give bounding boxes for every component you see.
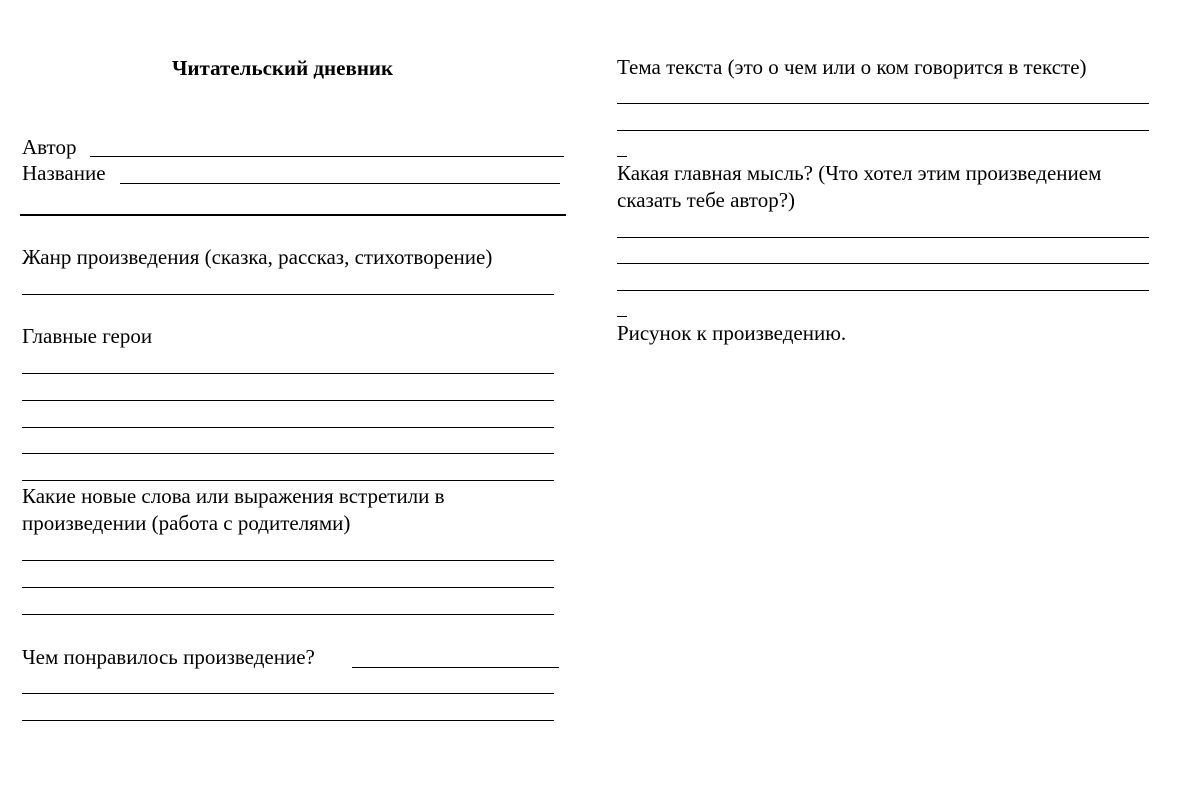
main-idea-input-line[interactable] xyxy=(617,237,1149,238)
new-words-input-line[interactable] xyxy=(22,560,554,561)
theme-input-line[interactable] xyxy=(617,103,1149,104)
genre-input-line[interactable] xyxy=(22,294,554,295)
new-words-input-line[interactable] xyxy=(22,587,554,588)
name-input-line-2[interactable] xyxy=(20,214,566,216)
author-input-line[interactable] xyxy=(90,156,564,157)
genre-label: Жанр произведения (сказка, рассказ, стихотворение) xyxy=(22,245,493,269)
main-idea-input-line[interactable] xyxy=(617,290,1149,291)
heroes-input-line[interactable] xyxy=(22,400,554,401)
liked-input-line-inline[interactable] xyxy=(352,667,559,668)
author-label: Автор xyxy=(22,135,77,159)
main-idea-label-line2: сказать тебе автор?) xyxy=(617,188,796,212)
main-idea-input-line-tail[interactable] xyxy=(617,316,627,317)
main-idea-label-line1: Какая главная мысль? (Что хотел этим произведением xyxy=(617,161,1102,185)
liked-label: Чем понравилось произведение? xyxy=(22,645,315,669)
new-words-label-line2: произведении (работа с родителями) xyxy=(22,511,351,535)
heroes-input-line[interactable] xyxy=(22,373,554,374)
heroes-input-line[interactable] xyxy=(22,480,554,481)
page-title-text: Читательский дневник xyxy=(172,56,394,80)
liked-input-line[interactable] xyxy=(22,720,554,721)
main-idea-input-line[interactable] xyxy=(617,263,1149,264)
heroes-label: Главные герои xyxy=(22,324,153,348)
heroes-input-line[interactable] xyxy=(22,453,554,454)
theme-label: Тема текста (это о чем или о ком говорится в тексте) xyxy=(617,55,1087,79)
liked-input-line[interactable] xyxy=(22,693,554,694)
theme-input-line-tail[interactable] xyxy=(617,156,627,157)
theme-input-line[interactable] xyxy=(617,130,1149,131)
drawing-label: Рисунок к произведению. xyxy=(617,321,847,345)
new-words-label-line1: Какие новые слова или выражения встретили в xyxy=(22,484,445,508)
name-label: Название xyxy=(22,161,106,185)
new-words-input-line[interactable] xyxy=(22,614,554,615)
name-input-line[interactable] xyxy=(120,183,560,184)
drawing-area[interactable] xyxy=(617,352,1177,772)
heroes-input-line[interactable] xyxy=(22,427,554,428)
